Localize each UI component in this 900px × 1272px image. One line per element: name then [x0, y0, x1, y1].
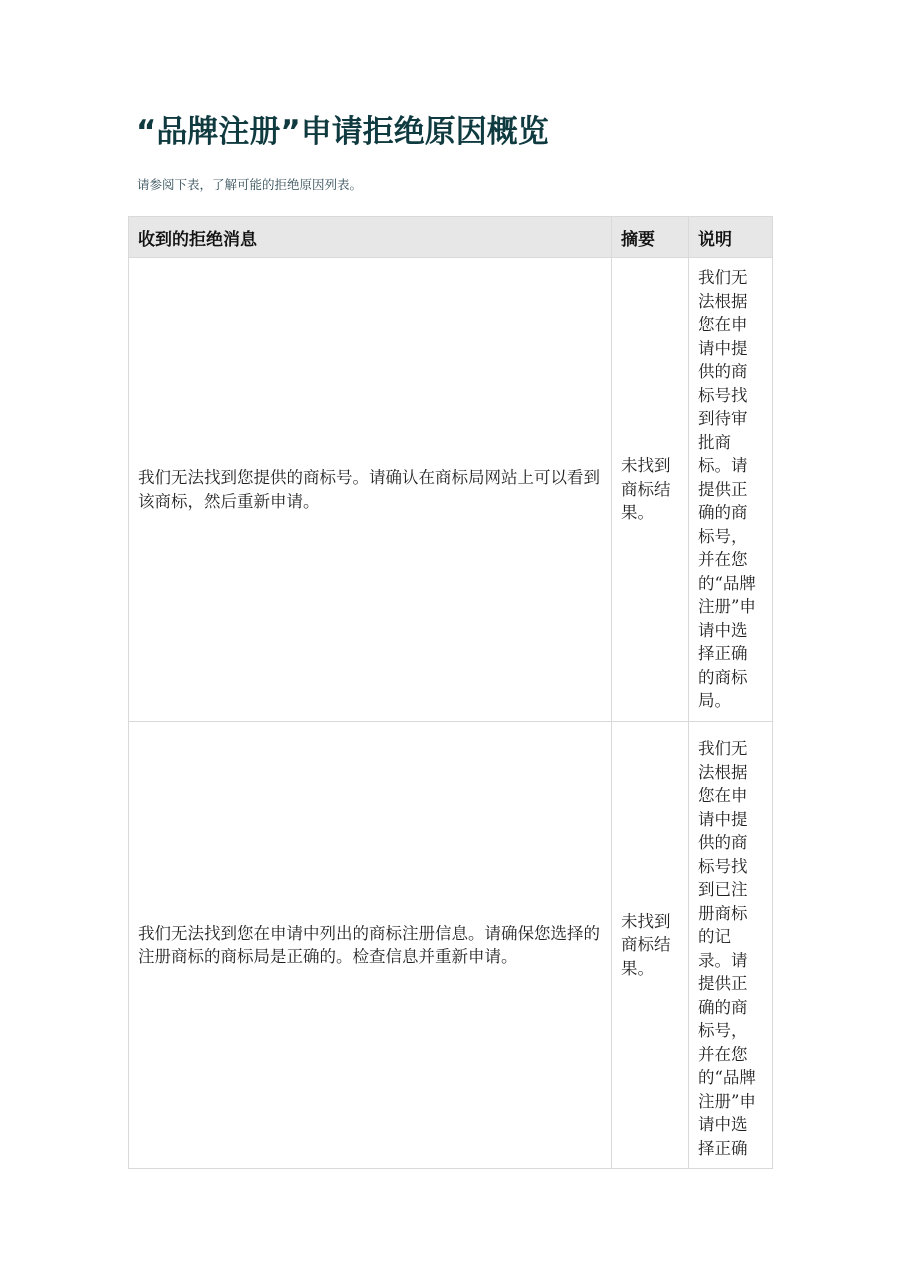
- table-header-row: [129, 217, 773, 258]
- cell-explanation: 我们无法根据您在申请中提供的商标号找到已注册商标的记录。请提供正确的商标号，并在您的“品牌注册”申请中选择正确: [689, 722, 773, 1169]
- header-message: 收到的拒绝消息: [129, 217, 612, 258]
- header-explanation: 说明: [689, 217, 773, 258]
- table-row: [129, 722, 773, 1169]
- cell-summary: 未找到商标结果。: [612, 258, 689, 722]
- intro-text: 请参阅下表，了解可能的拒绝原因列表。: [137, 177, 363, 192]
- rejection-reasons-table: [128, 216, 773, 1169]
- page-title: “品牌注册”申请拒绝原因概览: [136, 114, 549, 150]
- cell-explanation: 我们无法根据您在申请中提供的商标号找到待审批商标。请提供正确的商标号，并在您的“品牌注册”申请中选择正确的商标局。: [689, 258, 773, 722]
- cell-summary: 未找到商标结果。: [612, 722, 689, 1169]
- table-row: [129, 258, 773, 722]
- cell-message: 我们无法找到您在申请中列出的商标注册信息。请确保您选择的注册商标的商标局是正确的。检查信息并重新申请。: [129, 722, 612, 1169]
- header-summary: 摘要: [612, 217, 689, 258]
- cell-message: 我们无法找到您提供的商标号。请确认在商标局网站上可以看到该商标，然后重新申请。: [129, 258, 612, 722]
